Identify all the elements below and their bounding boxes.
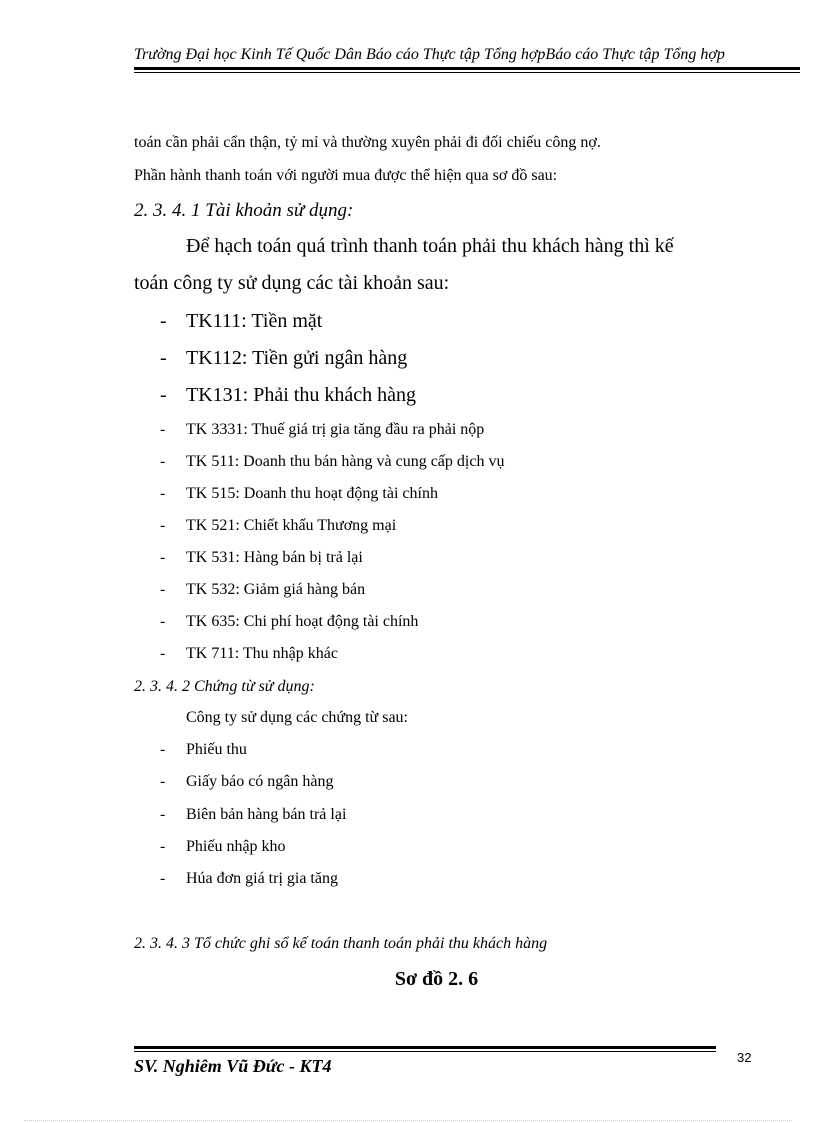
list-item <box>0 347 816 377</box>
footer-author: SV. Nghiêm Vũ Đức - KT4 <box>134 1056 332 1076</box>
list-item <box>0 310 816 340</box>
bullet-dash: - <box>160 773 166 790</box>
account-label: TK 532: Giảm giá hàng bán <box>186 581 366 598</box>
account-label: TK 531: Hàng bán bị trả lại <box>186 549 363 566</box>
account-label: TK131: Phải thu khách hàng <box>186 384 416 406</box>
header-rule-thin <box>134 72 800 73</box>
account-label: TK 521: Chiết khấu Thương mại <box>186 517 397 534</box>
document-label: Phiếu thu <box>186 741 247 758</box>
bullet-dash: - <box>160 421 166 438</box>
bullet-dash: - <box>160 870 166 887</box>
document-label: Phiếu nhập kho <box>186 838 286 855</box>
list-item <box>0 384 816 414</box>
bullet-dash: - <box>160 838 166 855</box>
account-label: TK 511: Doanh thu bán hàng và cung cấp dịch vụ <box>186 453 505 470</box>
diagram-title: Sơ đồ 2. 6 <box>394 968 479 990</box>
account-label: TK111: Tiền mặt <box>186 310 323 332</box>
bullet-dash: - <box>160 741 166 758</box>
account-label: TK 635: Chi phí hoạt động tài chính <box>186 613 419 630</box>
section-heading-accounts: 2. 3. 4. 1 Tài khoản sử dụng: <box>134 200 354 221</box>
account-label: TK112: Tiền gửi ngân hàng <box>186 347 408 369</box>
section-heading-bookkeeping: 2. 3. 4. 3 Tổ chức ghi sổ kế toán thanh toán phải thu khách hàng <box>134 935 548 952</box>
page-number: 32 <box>737 1050 752 1065</box>
bullet-dash: - <box>160 347 167 369</box>
section-heading-documents: 2. 3. 4. 2 Chứng từ sử dụng: <box>134 678 315 695</box>
document-label: Biên bản hàng bán trả lại <box>186 806 347 823</box>
bullet-dash: - <box>160 485 166 502</box>
bullet-dash: - <box>160 613 166 630</box>
body-line-1: toán cần phải cẩn thận, tỷ mỉ và thường xuyên phải đi đối chiếu công nợ. <box>134 134 601 151</box>
page-header: Trường Đại học Kinh Tế Quốc Dân Báo cáo Thực tập Tổng hợpBáo cáo Thực tập Tổng hợp <box>134 46 725 63</box>
bullet-dash: - <box>160 549 166 566</box>
footer-rule-thick <box>134 1046 716 1049</box>
paragraph-line-2: toán công ty sử dụng các tài khoản sau: <box>134 272 450 294</box>
account-label: TK 3331: Thuế giá trị gia tăng đầu ra phải nộp <box>186 421 485 438</box>
footer-rule-thin <box>134 1051 716 1052</box>
documents-intro: Công ty sử dụng các chứng từ sau: <box>186 709 408 726</box>
document-label: Húa đơn giá trị gia tăng <box>186 870 338 887</box>
bullet-dash: - <box>160 310 167 332</box>
bullet-dash: - <box>160 581 166 598</box>
paragraph-line-1: Để hạch toán quá trình thanh toán phải thu khách hàng thì kế <box>186 235 674 257</box>
bullet-dash: - <box>160 384 167 406</box>
account-label: TK 515: Doanh thu hoạt động tài chính <box>186 485 438 502</box>
body-line-2: Phần hành thanh toán với người mua được thể hiện qua sơ đồ sau: <box>134 167 558 184</box>
header-rule-thick <box>134 67 800 70</box>
bullet-dash: - <box>160 517 166 534</box>
bullet-dash: - <box>160 806 166 823</box>
account-label: TK 711: Thu nhập khác <box>186 645 338 662</box>
page-bottom-dotted-line <box>24 1120 792 1121</box>
bullet-dash: - <box>160 453 166 470</box>
document-label: Giấy báo có ngân hàng <box>186 773 334 790</box>
bullet-dash: - <box>160 645 166 662</box>
